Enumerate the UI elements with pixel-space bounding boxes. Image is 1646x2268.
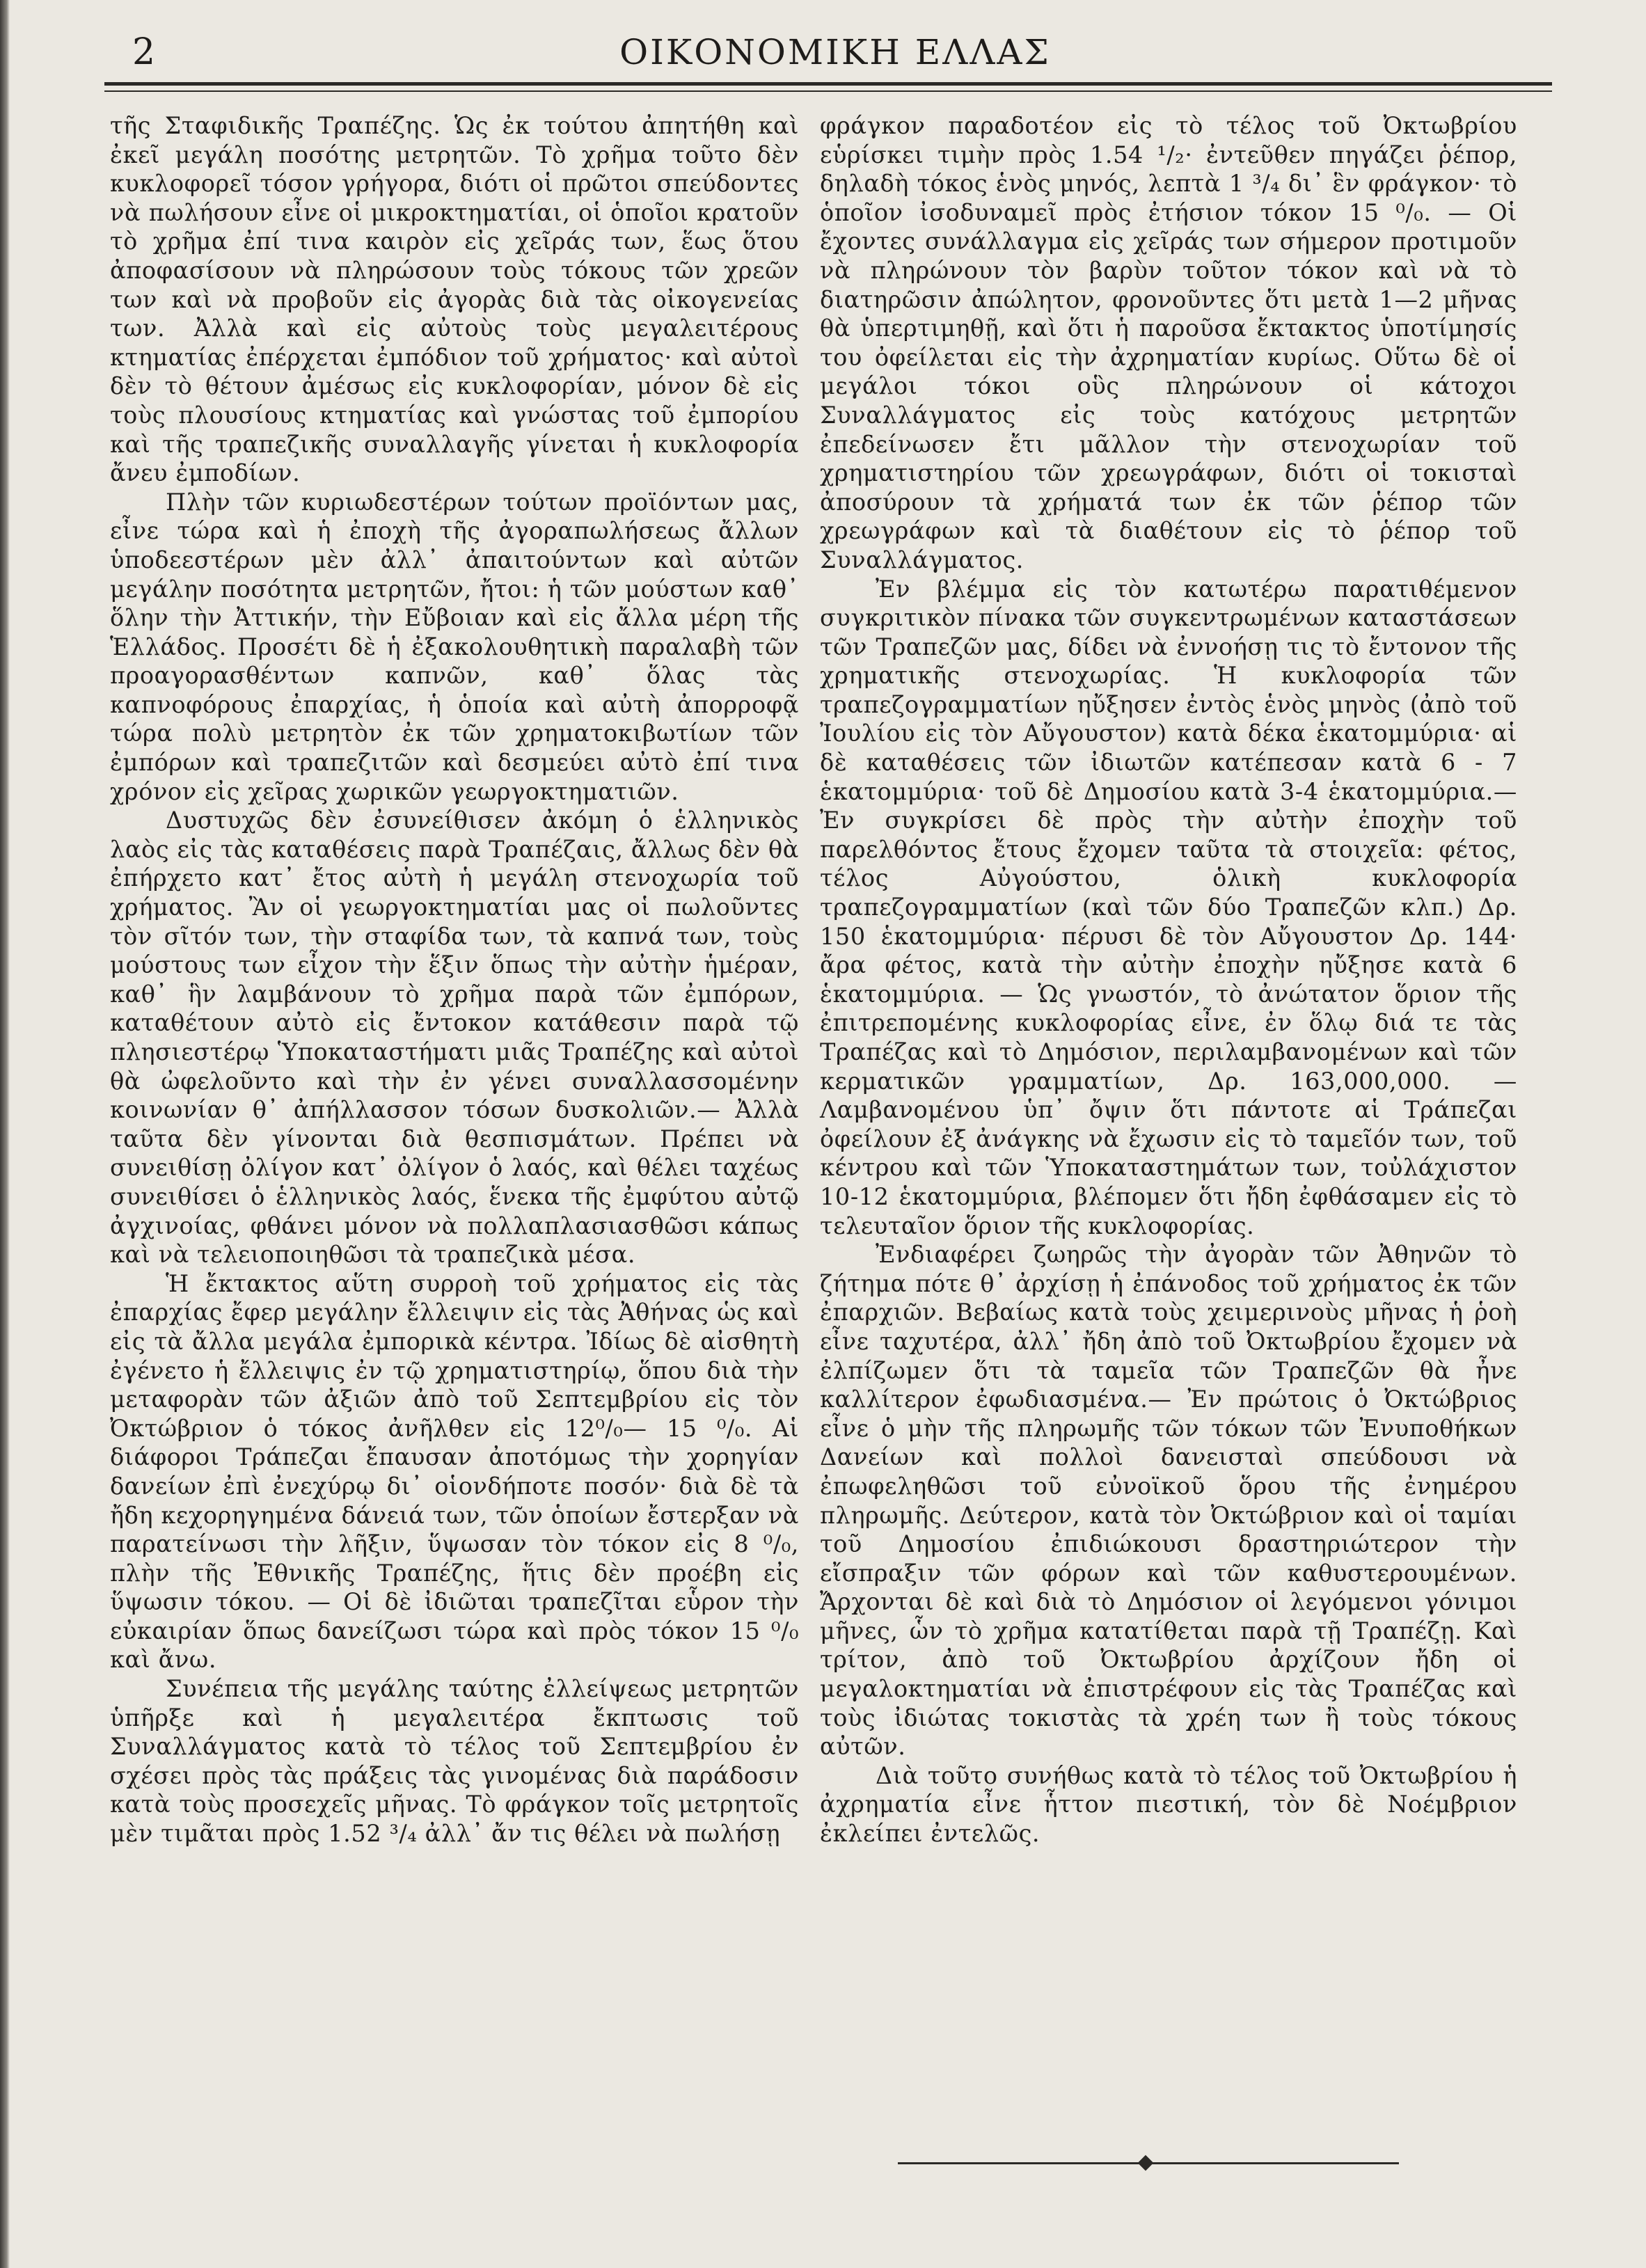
paragraph: Ἡ ἔκτακτος αὕτη συρροὴ τοῦ χρήματος εἰς τὰς ἐπαρχίας ἔφερ μεγάλην ἔλλειψιν εἰς τὰς Ἀθήνας ὡς καὶ εἰς τὰ ἄλλα μεγάλα ἐμπορικὰ κέντρα. Ἰδίως δὲ αἰσθητὴ ἐγένετο ἡ ἔλλειψις ἐν τῷ χρηματιστηρίῳ, ὅπου διὰ τὴν μεταφορὰν τῶν ἀξιῶν ἀπὸ τοῦ Σεπτεμβρίου εἰς τὸν Ὀκτώβριον ὁ τόκος ἀνῆλθεν εἰς 12⁰/₀— 15 ⁰/₀. Αἱ διάφοροι Τράπεζαι ἔπαυσαν ἀποτόμως τὴν χορηγίαν δανείων ἐπὶ ἐνεχύρῳ δι᾽ οἱονδήποτε ποσόν· διὰ δὲ τὰ ἤδη κεχορηγημένα δάνειά των, τῶν ὁποίων ἔστερξαν νὰ παρατείνωσι τὴν λῆξιν, ὕψωσαν τὸν τόκον εἰς 8 ⁰/₀, πλὴν τῆς Ἐθνικῆς Τραπέζης, ἥτις δὲν προέβη εἰς ὕψωσιν τόκου. — Οἱ δὲ ἰδιῶται τραπεζῖται εὗρον τὴν εὐκαιρίαν ὅπως δανείζωσι τώρα καὶ πρὸς τόκον 15 ⁰/₀ καὶ ἄνω.: [110, 1269, 799, 1674]
right-column: [820, 111, 1517, 1848]
paragraph: Συνέπεια τῆς μεγάλης ταύτης ἐλλείψεως μετρητῶν ὑπῆρξε καὶ ἡ μεγαλειτέρα ἔκπτωσις τοῦ Συναλλάγματος κατὰ τὸ τέλος τοῦ Σεπτεμβρίου ἐν σχέσει πρὸς τὰς πράξεις τὰς γινομένας διὰ παράδοσιν κατὰ τοὺς προσεχεῖς μῆνας. Τὸ φράγκον τοῖς μετρητοῖς μὲν τιμᾶται πρὸς 1.52 ³/₄ ἀλλ᾽ ἄν τις θέλει νὰ πωλήσῃ: [110, 1675, 799, 1848]
paragraph: Ἐν βλέμμα εἰς τὸν κατωτέρω παρατιθέμενον συγκριτικὸν πίνακα τῶν συγκεντρωμένων καταστάσεων τῶν Τραπεζῶν μας, δίδει νὰ ἐννοήσῃ τις τὸ ἔντονον τῆς χρηματικῆς στενοχωρίας. Ἡ κυκλοφορία τῶν τραπεζογραμματίων ηὔξησεν ἐντὸς ἑνὸς μηνὸς (ἀπὸ τοῦ Ἰουλίου εἰς τὸν Αὔγουστον) κατὰ δέκα ἑκατομμύρια· αἱ δὲ καταθέσεις τῶν ἰδιωτῶν κατέπεσαν κατὰ 6 - 7 ἑκατομμύρια· τοῦ δὲ Δημοσίου κατὰ 3-4 ἑκατομμύρια.— Ἐν συγκρίσει δὲ πρὸς τὴν αὐτὴν ἐποχὴν τοῦ παρελθόντος ἔτους ἔχομεν ταῦτα τὰ στοιχεῖα: φέτος, τέλος Αὐγούστου, ὁλικὴ κυκλοφορία τραπεζογραμματίων (καὶ τῶν δύο Τραπεζῶν κλπ.) Δρ. 150 ἑκατομμύρια· πέρυσι δὲ τὸν Αὔγουστον Δρ. 144· ἄρα φέτος, κατὰ τὴν αὐτὴν ἐποχὴν ηὔξησε κατὰ 6 ἑκατομμύρια. — Ὡς γνωστόν, τὸ ἀνώτατον ὅριον τῆς ἐπιτρεπομένης κυκλοφορίας εἶνε, ἐν ὅλῳ διά τε τὰς Τραπέζας καὶ τὸ Δημόσιον, περιλαμβανομένων καὶ τῶν κερματικῶν γραμματίων, Δρ. 163,000,000. — Λαμβανομένου ὑπ᾽ ὄψιν ὅτι πάντοτε αἱ Τράπεζαι ὀφείλουν ἐξ ἀνάγκης νὰ ἔχωσιν εἰς τὸ ταμεῖόν των, τοῦ κέντρου καὶ τῶν Ὑποκαταστημάτων των, τοὐλάχιστον 10-12 ἑκατομμύρια, βλέπομεν ὅτι ἤδη ἐφθάσαμεν εἰς τὸ τελευταῖον ὅριον τῆς κυκλοφορίας.: [820, 575, 1517, 1239]
paragraph: Διὰ τοῦτο συνήθως κατὰ τὸ τέλος τοῦ Ὀκτωβρίου ἡ ἀχρηματία εἶνε ἧττον πιεστική, τὸν δὲ Νοέμβριον ἐκλείπει ἐντελῶς.: [820, 1761, 1517, 1848]
paragraph: τῆς Σταφιδικῆς Τραπέζης. Ὡς ἐκ τούτου ἀπητήθη καὶ ἐκεῖ μεγάλη ποσότης μετρητῶν. Τὸ χρῆμα τοῦτο δὲν κυκλοφορεῖ τόσον γρήγορα, διότι οἱ πρῶτοι σπεύδοντες νὰ πωλήσουν εἶνε οἱ μικροκτηματίαι, οἱ ὁποῖοι κρατοῦν τὸ χρῆμα ἐπί τινα καιρὸν εἰς χεῖράς των, ἕως ὅτου ἀποφασίσουν νὰ πληρώσουν τοὺς τόκους τῶν χρεῶν των καὶ νὰ προβοῦν εἰς ἀγορὰς διὰ τὰς οἰκογενείας των. Ἀλλὰ καὶ εἰς αὐτοὺς τοὺς μεγαλειτέρους κτηματίας ἐπέρχεται ἐμπόδιον τοῦ χρήματος· καὶ αὐτοὶ δὲν τὸ θέτουν ἀμέσως εἰς κυκλοφορίαν, μόνον δὲ εἰς τοὺς πλουσίους κτηματίας καὶ γνώστας τοῦ ἐμπορίου καὶ τῆς τραπεζικῆς συναλλαγῆς γίνεται ἡ κυκλοφορία ἄνευ ἐμποδίων.: [110, 112, 799, 487]
paragraph: Ἐνδιαφέρει ζωηρῶς τὴν ἀγορὰν τῶν Ἀθηνῶν τὸ ζήτημα πότε θ᾽ ἀρχίσῃ ἡ ἐπάνοδος τοῦ χρήματος ἐκ τῶν ἐπαρχιῶν. Βεβαίως κατὰ τοὺς χειμερινοὺς μῆνας ἡ ῥοὴ εἶνε ταχυτέρα, ἀλλ᾽ ἤδη ἀπὸ τοῦ Ὀκτωβρίου ἔχομεν νὰ ἐλπίζωμεν ὅτι τὰ ταμεῖα τῶν Τραπεζῶν θὰ ἦνε καλλίτερον ἐφωδιασμένα.— Ἐν πρώτοις ὁ Ὀκτώβριος εἶνε ὁ μὴν τῆς πληρωμῆς τῶν τόκων τῶν Ἐνυποθήκων Δανείων καὶ πολλοὶ δανεισταὶ σπεύδουσι νὰ ἐπωφεληθῶσι τοῦ εὐνοϊκοῦ ὅρου τῆς ἐνημέρου πληρωμῆς. Δεύτερον, κατὰ τὸν Ὀκτώβριον καὶ οἱ ταμίαι τοῦ Δημοσίου ἐπιδιώκουσι δραστηριώτερον τὴν εἴσπραξιν τῶν φόρων καὶ τῶν καθυστερουμένων. Ἄρχονται δὲ καὶ διὰ τὸ Δημόσιον οἱ λεγόμενοι γόνιμοι μῆνες, ὧν τὸ χρῆμα κατατίθεται παρὰ τῇ Τραπέζῃ. Καὶ τρίτον, ἀπὸ τοῦ Ὀκτωβρίου ἀρχίζουν ἤδη οἱ μεγαλοκτηματίαι νὰ ἐπιστρέφουν εἰς τὰς Τραπέζας καὶ τοὺς ἰδιώτας τοκιστὰς τὰ χρέη των ἢ τοὺς τόκους αὐτῶν.: [820, 1241, 1517, 1761]
header-rule-thick: [104, 82, 1552, 86]
end-ornament: [898, 2156, 1399, 2170]
page-header: [132, 28, 1538, 77]
paragraph: φράγκον παραδοτέον εἰς τὸ τέλος τοῦ Ὀκτωβρίου εὑρίσκει τιμὴν πρὸς 1.54 ¹/₂· ἐντεῦθεν πηγάζει ῥέπορ, δηλαδὴ τόκος ἑνὸς μηνός, λεπτὰ 1 ³/₄ δι᾽ ἓν φράγκον· τὸ ὁποῖον ἰσοδυναμεῖ πρὸς ἐτήσιον τόκον 15 ⁰/₀. — Οἱ ἔχοντες συνάλλαγμα εἰς χεῖράς των σήμερον προτιμοῦν νὰ πληρώνουν τὸν βαρὺν τοῦτον τόκον καὶ νὰ τὸ διατηρῶσιν ἀπώλητον, φρονοῦντες ὅτι μετὰ 1—2 μῆνας θὰ ὑπερτιμηθῇ, καὶ ὅτι ἡ παροῦσα ἔκτακτος ὑποτίμησίς του ὀφείλεται εἰς τὴν ἀχρηματίαν κυρίως. Οὕτω δὲ οἱ μεγάλοι τόκοι οὓς πληρώνουν οἱ κάτοχοι Συναλλάγματος εἰς τοὺς κατόχους μετρητῶν ἐπεδείνωσεν ἔτι μᾶλλον τὴν στενοχωρίαν τοῦ χρηματιστηρίου τῶν χρεωγράφων, διότι οἱ τοκισταὶ ἀποσύρουν τὰ χρήματά των ἐκ τῶν ῥέπορ τῶν χρεωγράφων καὶ τὰ διαθέτουν εἰς τὸ ῥέπορ τοῦ Συναλλάγματος.: [820, 112, 1517, 573]
page-number: 2: [132, 31, 156, 73]
paragraph: Πλὴν τῶν κυριωδεστέρων τούτων προϊόντων μας, εἶνε τώρα καὶ ἡ ἐποχὴ τῆς ἀγοραπωλήσεως ἄλλων ὑποδεεστέρων μὲν ἀλλ᾽ ἀπαιτούντων καὶ αὐτῶν μεγάλην ποσότητα μετρητῶν, ἤτοι: ἡ τῶν μούστων καθ᾽ ὅλην τὴν Ἀττικήν, τὴν Εὔβοιαν καὶ εἰς ἄλλα μέρη τῆς Ἑλλάδος. Προσέτι δὲ ἡ ἐξακολουθητικὴ παραλαβὴ τῶν προαγορασθέντων καπνῶν, καθ᾽ ὅλας τὰς καπνοφόρους ἐπαρχίας, ἡ ὁποία καὶ αὐτὴ ἀπορροφᾷ τώρα πολὺ μετρητὸν ἐκ τῶν χρηματοκιβωτίων τῶν ἐμπόρων καὶ τραπεζιτῶν καὶ δεσμεύει αὐτὸ ἐπί τινα χρόνον εἰς χεῖρας χωρικῶν γεωργοκτηματιῶν.: [110, 488, 799, 805]
page-binding-edge: [0, 0, 10, 2268]
header-rule-thin: [104, 90, 1552, 92]
ornament-diamond-icon: [1138, 2155, 1154, 2171]
running-title: ΟΙΚΟΝΟΜΙΚΗ ΕΛΛΑΣ: [619, 32, 1051, 72]
paragraph: Δυστυχῶς δὲν ἐσυνείθισεν ἀκόμη ὁ ἑλληνικὸς λαὸς εἰς τὰς καταθέσεις παρὰ Τραπέζαις, ἄλλως δὲν θὰ ἐπήρχετο κατ᾽ ἔτος αὐτὴ ἡ μεγάλη στενοχωρία τοῦ χρήματος. Ἂν οἱ γεωργοκτηματίαι μας οἱ πωλοῦντες τὸν σῖτόν των, τὴν σταφίδα των, τὰ καπνά των, τοὺς μούστους των εἶχον τὴν ἕξιν ὅπως τὴν αὐτὴν ἡμέραν, καθ᾽ ἣν λαμβάνουν τὸ χρῆμα παρὰ τῶν ἐμπόρων, καταθέτουν αὐτὸ εἰς ἔντοκον κατάθεσιν παρὰ τῷ πλησιεστέρῳ Ὑποκαταστήματι μιᾶς Τραπέζης καὶ αὐτοὶ θὰ ὠφελοῦντο καὶ τὴν ἐν γένει συναλλασσομένην κοινωνίαν θ᾽ ἀπήλλασσον τόσων δυσκολιῶν.— Ἀλλὰ ταῦτα δὲν γίνονται διὰ θεσπισμάτων. Πρέπει νὰ συνειθίσῃ ὀλίγον κατ᾽ ὀλίγον ὁ λαός, καὶ θέλει ταχέως συνειθίσει ὁ ἑλληνικὸς λαός, ἕνεκα τῆς ἐμφύτου αὐτῷ ἀγχινοίας, φθάνει μόνον νὰ πολλαπλασιασθῶσι κάπως καὶ νὰ τελειοποιηθῶσι τὰ τραπεζικὰ μέσα.: [110, 807, 799, 1269]
left-column: [110, 111, 799, 1848]
